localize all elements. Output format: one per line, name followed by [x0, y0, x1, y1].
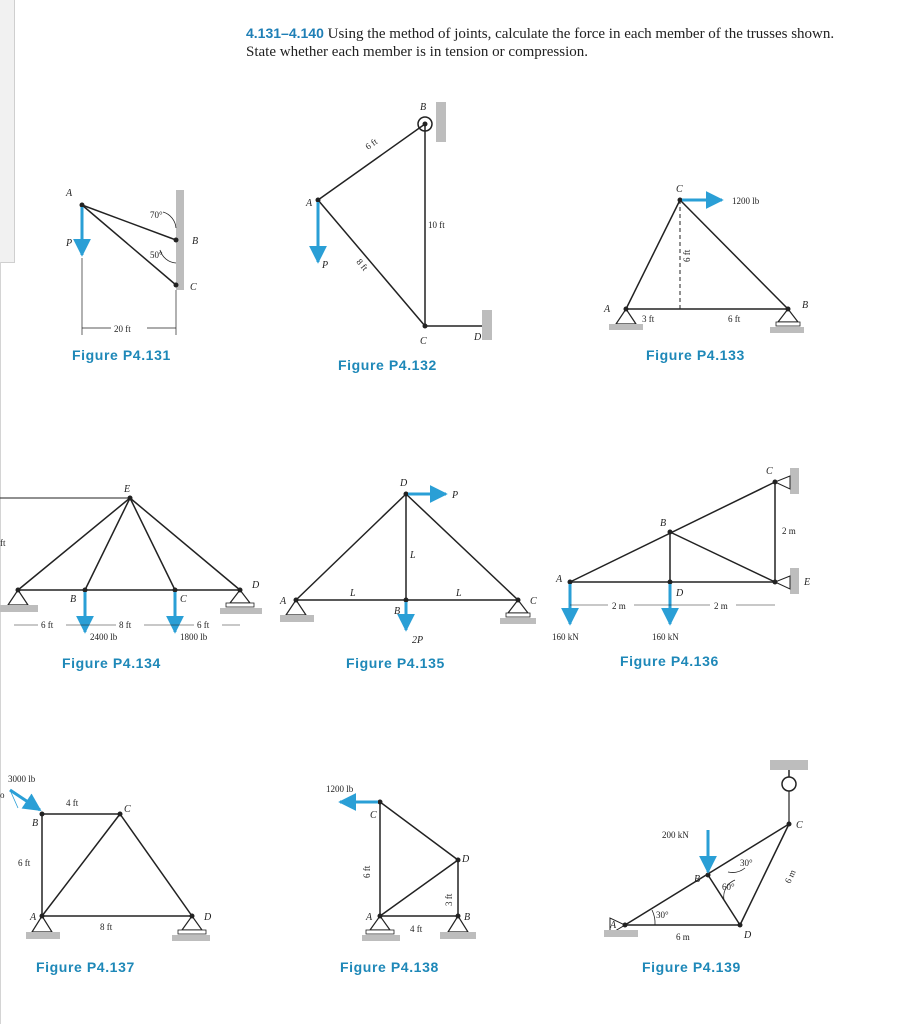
wall-support-c: [790, 468, 799, 494]
dimension-6ft: 6 ft: [728, 314, 741, 324]
load-label: 160 kN: [552, 632, 579, 642]
member-de: [130, 498, 240, 590]
dimension-4ft: 4 ft: [410, 924, 423, 934]
label-a: A: [280, 596, 287, 607]
label-d: D: [744, 930, 752, 941]
member-cd: [120, 814, 192, 916]
label-a: A: [30, 912, 37, 923]
figure-caption: Figure P4.138: [340, 959, 439, 975]
label-b: B: [802, 300, 809, 311]
dimension-2m: 2 m: [714, 601, 728, 611]
dimension-2m-height: 2 m: [782, 526, 796, 536]
joint-b: [174, 238, 179, 243]
load-label: 1200 lb: [326, 784, 354, 794]
label-c: C: [766, 466, 773, 477]
figure-caption: Figure P4.139: [642, 959, 741, 975]
figure-caption: Figure P4.135: [346, 655, 445, 671]
label-p: P: [66, 238, 73, 249]
load-label: 3000 lb: [8, 774, 36, 784]
dimension-6m: 6 m: [676, 932, 690, 942]
load-label: 200 kN: [662, 830, 689, 840]
figure-caption: Figure P4.134: [62, 655, 161, 671]
label-d: D: [252, 580, 260, 591]
dimension-6m-cd: 6 m: [782, 868, 798, 885]
angle-50: 50°: [150, 250, 163, 260]
dimension-6ft: 6 ft: [363, 136, 380, 152]
label-d: D: [462, 854, 470, 865]
label-b: B: [32, 818, 39, 829]
edge-label: ft: [0, 538, 6, 548]
label-c: C: [420, 336, 427, 347]
label-2p: 2P: [412, 635, 424, 646]
dimension-10ft: 10 ft: [428, 220, 445, 230]
dimension-l: L: [456, 588, 462, 599]
edge-label: o: [0, 790, 5, 800]
load-label: 160 kN: [652, 632, 679, 642]
label-d: D: [400, 478, 408, 489]
dimension-8ft: 8 ft: [119, 620, 132, 630]
member-ad: [296, 494, 406, 600]
angle-60: 60°: [722, 882, 735, 892]
dimension-2m: 2 m: [612, 601, 626, 611]
label-c: C: [676, 184, 683, 195]
label-e: E: [804, 577, 811, 588]
label-p: P: [322, 260, 329, 271]
member-ae: [18, 498, 130, 590]
label-a: A: [306, 198, 313, 209]
label-b: B: [464, 912, 471, 923]
wall-support-e: [790, 568, 799, 594]
label-c: C: [796, 820, 803, 831]
label-d: D: [204, 912, 212, 923]
dimension-6ft: 6 ft: [362, 865, 372, 878]
problem-number: 4.131–4.140: [246, 25, 324, 41]
dimension-6ft: 6 ft: [18, 858, 31, 868]
label-a: A: [366, 912, 373, 923]
figure-p4-136: [552, 466, 810, 669]
label-b: B: [660, 518, 667, 529]
member-be: [670, 532, 775, 582]
label-d: D: [676, 588, 684, 599]
label-c: C: [124, 804, 131, 815]
angle-arc: [163, 212, 176, 228]
member-ac: [626, 200, 680, 309]
load-label: 1200 lb: [732, 196, 760, 206]
load-label-1800: 1800 lb: [180, 632, 208, 642]
label-b: B: [394, 606, 401, 617]
dimension-20ft: 20 ft: [114, 324, 131, 334]
label-a: A: [66, 188, 73, 199]
dimension-8ft: 8 ft: [354, 256, 371, 273]
label-e: E: [124, 484, 131, 495]
label-b: B: [420, 102, 427, 113]
label-a: A: [556, 574, 563, 585]
angle-70: 70°: [150, 210, 163, 220]
figure-p4-138: [326, 784, 476, 975]
wall-support: [436, 102, 446, 142]
label-a: A: [604, 304, 611, 315]
member-ad: [380, 860, 458, 916]
member-ce: [130, 498, 175, 590]
label-b: B: [694, 874, 701, 885]
dimension-6ft-height: 6 ft: [682, 249, 692, 262]
member-ac: [318, 200, 425, 326]
dimension-3ft: 3 ft: [642, 314, 655, 324]
label-a: A: [610, 920, 617, 931]
pin-support-c: [782, 777, 796, 791]
figure-p4-139: [604, 760, 808, 975]
figure-caption: Figure P4.136: [620, 653, 719, 669]
figure-p4-137: [0, 774, 212, 975]
member-ac: [42, 814, 120, 916]
figure-p4-132: [305, 102, 492, 373]
member-dc: [406, 494, 518, 600]
figure-caption: Figure P4.132: [338, 357, 437, 373]
figure-p4-135: [279, 478, 537, 671]
label-c: C: [370, 810, 377, 821]
angle-30: 30°: [656, 910, 669, 920]
joint-c: [174, 283, 179, 288]
figure-caption: Figure P4.131: [72, 347, 171, 363]
label-p: P: [452, 490, 459, 501]
dimension-4ft: 4 ft: [66, 798, 79, 808]
figure-p4-133: [603, 184, 808, 363]
ceiling-support: [770, 760, 808, 770]
label-b: B: [192, 236, 199, 247]
figure-p4-131: [65, 188, 198, 363]
wall-support: [482, 310, 492, 340]
member-cd: [380, 802, 458, 860]
dimension-6ft: 6 ft: [197, 620, 210, 630]
figure-caption: Figure P4.133: [646, 347, 745, 363]
dimension-8ft: 8 ft: [100, 922, 113, 932]
member-be: [85, 498, 130, 590]
label-d: D: [474, 332, 482, 343]
figure-p4-134: [0, 484, 262, 671]
problem-text: Using the method of joints, calculate the force in each member of the trusses shown. State whether each member is in tension or compression.: [246, 26, 835, 60]
dimension-6ft: 6 ft: [41, 620, 54, 630]
figure-caption: Figure P4.137: [36, 959, 135, 975]
dimension-l: L: [410, 550, 416, 561]
load-label-2400: 2400 lb: [90, 632, 118, 642]
member-ab: [318, 124, 425, 200]
dimension-3ft: 3 ft: [444, 893, 454, 906]
label-c: C: [180, 594, 187, 605]
joint-a: [80, 203, 85, 208]
label-c: C: [530, 596, 537, 607]
dimension-l: L: [350, 588, 356, 599]
member-bc: [680, 200, 788, 309]
label-c: C: [190, 282, 197, 293]
angle-30: 30°: [740, 858, 753, 868]
label-b: B: [70, 594, 77, 605]
